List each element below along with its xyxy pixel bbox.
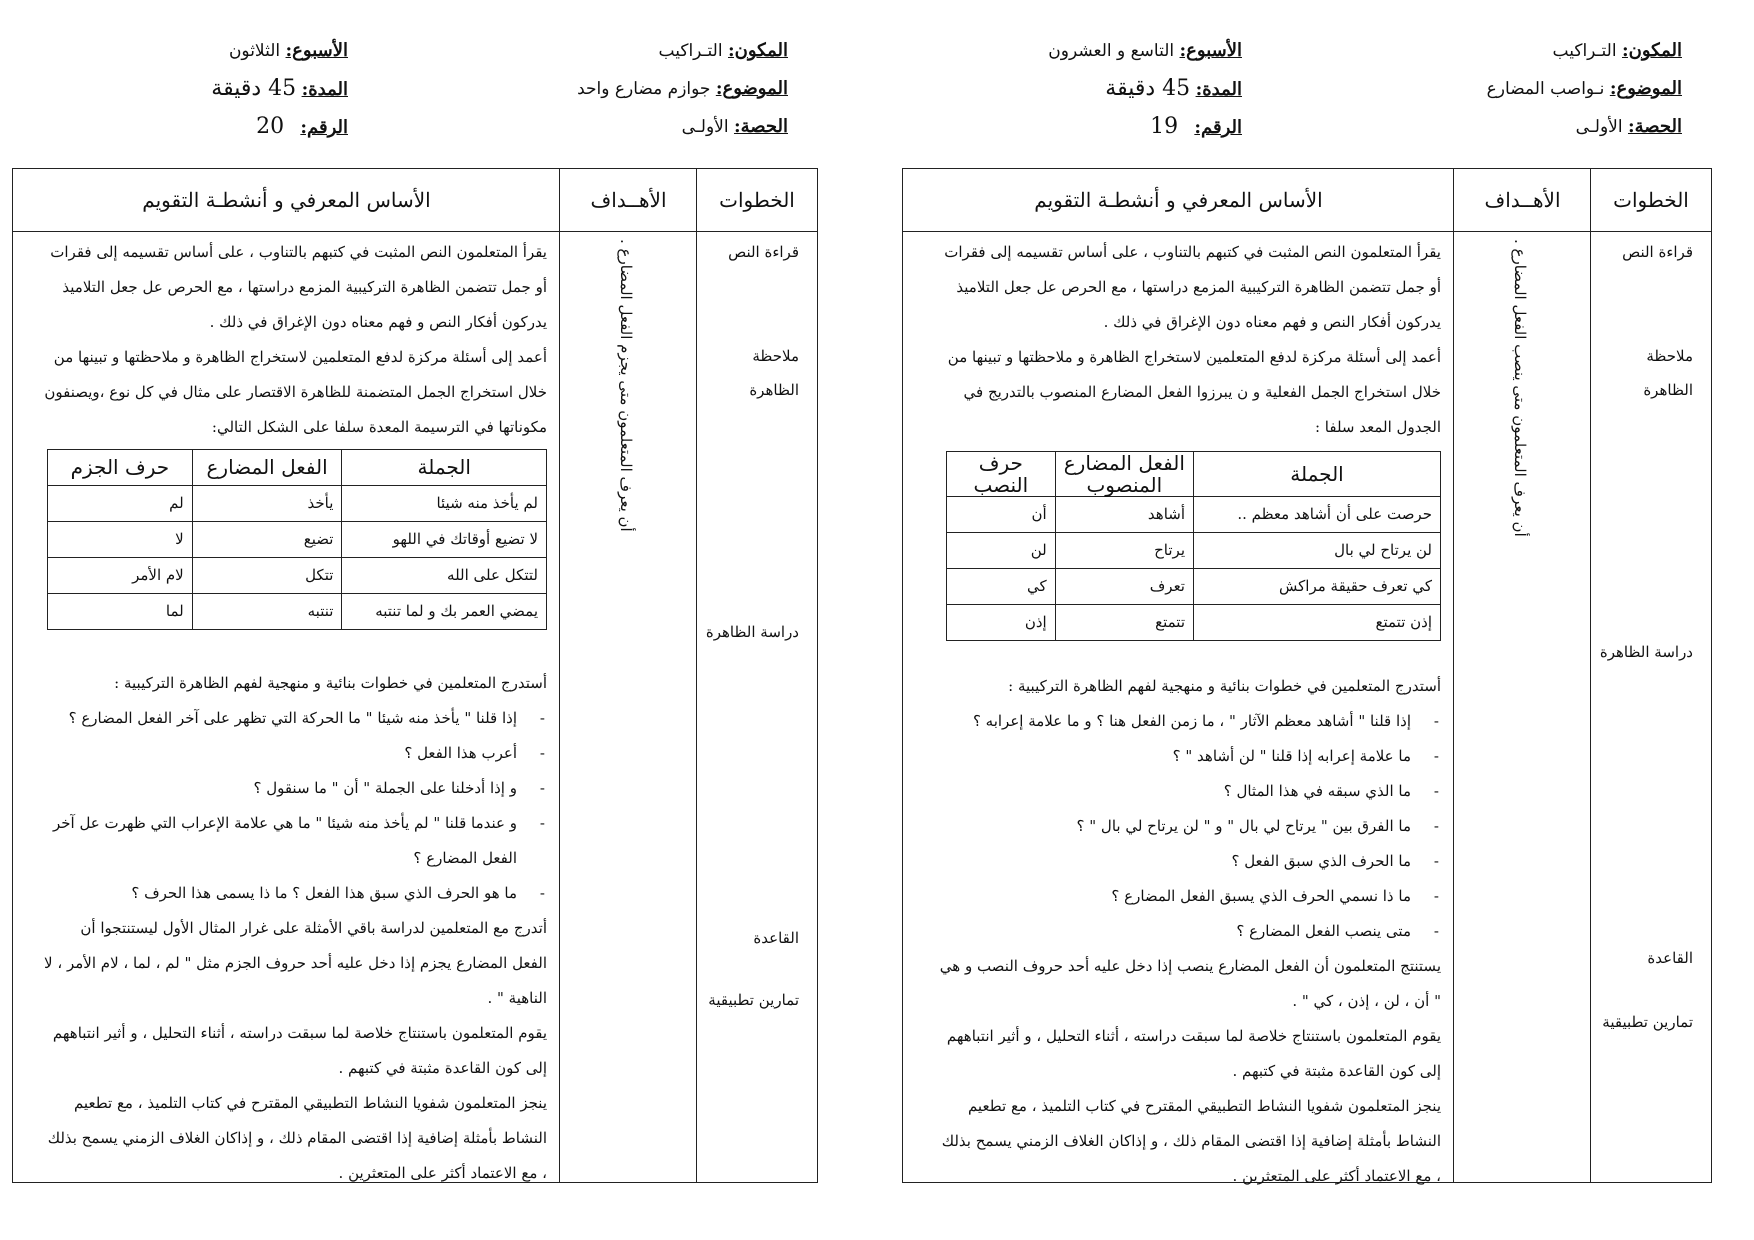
list-item: - إذا قلنا " أشاهد معظم الآثار " ، ما زمن الفعل هنا ؟ و ما علامة إعرابه ؟ [936,704,1411,739]
duration-value: 45 دقيقة [211,76,297,101]
component-label: المكون: [1622,40,1682,61]
example-table-header [48,450,547,486]
step-rule: القاعدة [1647,949,1693,967]
rule-text: يقوم المتعلمون باستنتاج خلاصة لما سبقت دراسته ، أثناء التحليل ، و أثير انتباههم إلى كون القاعدة مثبتة في كتبهم . [52,1024,547,1077]
column-divider [696,169,697,1182]
steps-header: الخطوات [1613,188,1689,212]
table-row [947,497,1441,533]
goal-text: أن يعرف المتعلمون متى ينصب الفعل المضارع . [1511,239,1529,537]
cell-verb: تتمتع [1055,605,1193,641]
component-row [428,32,788,70]
study-conclusion: يستنتج المتعلمون أن الفعل المضارع ينصب إذا دخل عليه أحد حروف النصب و هي " أن ، لن ، إذن ، كي " . [939,957,1441,1010]
lesson-header [12,32,818,142]
cell-particle: لم [48,486,193,522]
col-particle: حرف الجزم [48,450,193,486]
number-label: الرقم: [300,117,348,138]
session-value: الأولـى [681,117,729,137]
cell-particle: لما [48,594,193,630]
cell-particle: لام الأمر [48,558,193,594]
table-row [48,486,547,522]
topic-label: الموضوع: [715,78,788,99]
week-value: التاسع و العشرون [1048,41,1175,61]
example-table-header [947,452,1441,497]
session-value: الأولـى [1575,117,1623,137]
header-column-meta [882,32,1242,146]
step-phenomenon: الظاهرة [749,381,799,399]
duration-row [882,70,1242,108]
cell-sentence: لن يرتاح لي بال [1194,533,1441,569]
study-questions [42,701,547,911]
list-item: - أعرب هذا الفعل ؟ [42,736,517,771]
goal-cell [1501,239,1541,537]
list-item: - ما هو الحرف الذي سبق هذا الفعل ؟ ما ذا يسمى هذا الحرف ؟ [42,876,517,911]
cell-particle: لن [947,533,1056,569]
lesson-page-19 [902,0,1712,1240]
cell-verb: يأخذ [192,486,342,522]
list-item: - ما ذا نسمي الحرف الذي يسبق الفعل المضارع ؟ [936,879,1411,914]
week-label: الأسبوع: [1179,40,1242,61]
list-item: - ما الحرف الذي سبق الفعل ؟ [936,844,1411,879]
step-exercises: تمارين تطبيقية [1602,1013,1693,1031]
content-column [42,231,547,1191]
topic-row [428,70,788,108]
topic-row [1322,70,1682,108]
goals-header: الأهــداف [1484,188,1561,212]
step-observation: ملاحظة [1646,347,1693,365]
study-questions [936,704,1441,949]
exercises-text: ينجز المتعلمون شفويا النشاط التطبيقي المقترح في كتاب التلميذ ، مع تطعيم النشاط بأمثلة إضافية إذا اقتضى المقام ذلك ، و إذاكان الغلاف الزمني يسمح بذلك ، مع الاعتماد أكثر على المتعثرين . [47,1094,547,1182]
header-column-meta [0,32,348,146]
col-verb: الفعل المضارع [192,450,342,486]
cell-verb: يرتاح [1055,533,1193,569]
week-label: الأسبوع: [285,40,348,61]
cell-sentence: لا تضيع أوقاتك في اللهو [342,522,547,558]
cell-particle: كي [947,569,1056,605]
observation-text: أعمد إلى أسئلة مركزة لدفع المتعلمين لاستخراج الظاهرة و ملاحظتها و تبينها من خلال استخراج الجمل المتضمنة للظاهرة الاقتصار على مثال في كل نوع ،ويصنفون مكوناتها في الترسيمة المعدة سلفا على الشكل التالي: [44,348,547,436]
content-header: الأساس المعرفي و أنشطـة التقويم [1034,188,1323,212]
cell-verb: تضيع [192,522,342,558]
steps-header: الخطوات [719,188,795,212]
table-row [947,533,1441,569]
study-intro: أستدرج المتعلمين في خطوات بنائية و منهجية لفهم الظاهرة التركيبية : [1008,677,1441,695]
week-row [882,32,1242,70]
duration-value: 45 دقيقة [1105,76,1191,101]
cell-verb: تعرف [1055,569,1193,605]
session-row [1322,108,1682,146]
step-exercises: تمارين تطبيقية [708,991,799,1009]
step-study: دراسة الظاهرة [1599,643,1693,661]
topic-value: جوازم مضارع واحد [577,79,711,99]
component-value: التـراكيب [658,41,723,61]
table-row [48,594,547,630]
duration-row [0,70,348,108]
list-item: - و إذا أدخلنا على الجملة " أن " ما سنقول ؟ [42,771,517,806]
cell-verb: أشاهد [1055,497,1193,533]
number-row [0,108,348,146]
cell-sentence: لتتكل على الله [342,558,547,594]
col-verb: الفعل المضارع المنصوب [1055,452,1193,497]
table-row [947,605,1441,641]
duration-label: المدة: [1195,79,1242,100]
rule-text: يقوم المتعلمون باستنتاج خلاصة لما سبقت دراسته ، أثناء التحليل ، و أثير انتباههم إلى كون القاعدة مثبتة في كتبهم . [946,1027,1441,1080]
content-header: الأساس المعرفي و أنشطـة التقويم [142,188,431,212]
number-label: الرقم: [1194,117,1242,138]
col-sentence: الجملة [1194,452,1441,497]
list-item: - إذا قلنا " يأخذ منه شيئا " ما الحركة التي تظهر على آخر الفعل المضارع ؟ [42,701,517,736]
table-row [48,558,547,594]
cell-sentence: كي تعرف حقيقة مراكش [1194,569,1441,605]
observation-text: أعمد إلى أسئلة مركزة لدفع المتعلمين لاستخراج الظاهرة و ملاحظتها و تبينها من خلال استخراج الجمل الفعلية و ن يبرزوا الفعل المضارع المنصوب بالتدريج في الجدول المعد سلفا : [947,348,1441,436]
list-item: - و عندما قلنا " لم يأخذ منه شيئا " ما هي علامة الإعراب التي ظهرت عل آخر الفعل المضارع ؟ [42,806,517,876]
list-item: - ما علامة إعرابه إذا قلنا " لن أشاهد " ؟ [936,739,1411,774]
col-sentence: الجملة [342,450,547,486]
cell-verb: تتكل [192,558,342,594]
cell-verb: تنتبه [192,594,342,630]
step-reading: قراءة النص [1622,243,1693,261]
session-label: الحصة: [733,116,788,137]
cell-particle: لا [48,522,193,558]
example-table [47,449,547,630]
cell-sentence: حرصت على أن أشاهد معظم .. [1194,497,1441,533]
number-value: 20 [256,114,285,139]
goals-header: الأهــداف [590,188,667,212]
lesson-table [12,168,818,1183]
reading-text: يقرأ المتعلمون النص المثبت في كتبهم بالتناوب ، على أساس تقسيمه إلى فقرات أو جمل تتضمن الظاهرة التركيبية المزمع دراستها ، مع الحرص عل جعل التلاميذ يدركون أفكار النص و فهم معناه دون الإغراق في ذلك . [50,243,547,331]
week-row [0,32,348,70]
column-divider [1453,169,1454,1182]
number-value: 19 [1150,114,1179,139]
step-reading: قراءة النص [728,243,799,261]
cell-particle: أن [947,497,1056,533]
exercises-text: ينجز المتعلمون شفويا النشاط التطبيقي المقترح في كتاب التلميذ ، مع تطعيم النشاط بأمثلة إضافية إذا اقتضى المقام ذلك ، و إذاكان الغلاف الزمني يسمح بذلك ، مع الاعتماد أكثر على المتعثرين . [941,1097,1441,1185]
step-study: دراسة الظاهرة [705,623,799,641]
cell-sentence: إذن تتمتع [1194,605,1441,641]
component-row [1322,32,1682,70]
column-divider [1590,169,1591,1182]
list-item: - ما الفرق بين " يرتاح لي بال " و " لن يرتاح لي بال " ؟ [936,809,1411,844]
cell-particle: إذن [947,605,1056,641]
session-row [428,108,788,146]
session-label: الحصة: [1627,116,1682,137]
header-column-main [1322,32,1682,146]
table-row [48,522,547,558]
header-column-main [428,32,788,146]
number-row [882,108,1242,146]
component-label: المكون: [728,40,788,61]
cell-sentence: يمضي العمر بك و لما تنتبه [342,594,547,630]
study-intro: أستدرج المتعلمين في خطوات بنائية و منهجية لفهم الظاهرة التركيبية : [114,674,547,692]
example-table [946,451,1441,641]
goal-cell [607,239,647,532]
list-item: - متى ينصب الفعل المضارع ؟ [936,914,1411,949]
week-value: الثلاثون [228,41,281,61]
reading-text: يقرأ المتعلمون النص المثبت في كتبهم بالتناوب ، على أساس تقسيمه إلى فقرات أو جمل تتضمن الظاهرة التركيبية المزمع دراستها ، مع الحرص عل جعل التلاميذ يدركون أفكار النص و فهم معناه دون الإغراق في ذلك . [944,243,1441,331]
topic-value: نـواصب المضارع [1486,79,1605,99]
lesson-page-20 [12,0,818,1240]
column-divider [559,169,560,1182]
table-row [947,569,1441,605]
lesson-header [902,32,1712,142]
content-column [936,231,1441,1194]
goal-text: أن يعرف المتعلمون متى يجزم الفعل المضارع . [617,239,635,532]
step-observation: ملاحظة [752,347,799,365]
lesson-table [902,168,1712,1183]
cell-sentence: لم يأخذ منه شيئا [342,486,547,522]
step-phenomenon: الظاهرة [1643,381,1693,399]
step-rule: القاعدة [753,929,799,947]
component-value: التـراكيب [1552,41,1617,61]
study-conclusion: أتدرج مع المتعلمين لدراسة باقي الأمثلة على غرار المثال الأول ليستنتجوا أن الفعل المضارع يجزم إذا دخل عليه أحد حروف الجزم مثل " لم ، لما ، لام الأمر ، لا الناهية " . [44,919,547,1007]
duration-label: المدة: [301,79,348,100]
list-item: - ما الذي سبقه في هذا المثال ؟ [936,774,1411,809]
col-particle: حرف النصب [947,452,1056,497]
topic-label: الموضوع: [1609,78,1682,99]
